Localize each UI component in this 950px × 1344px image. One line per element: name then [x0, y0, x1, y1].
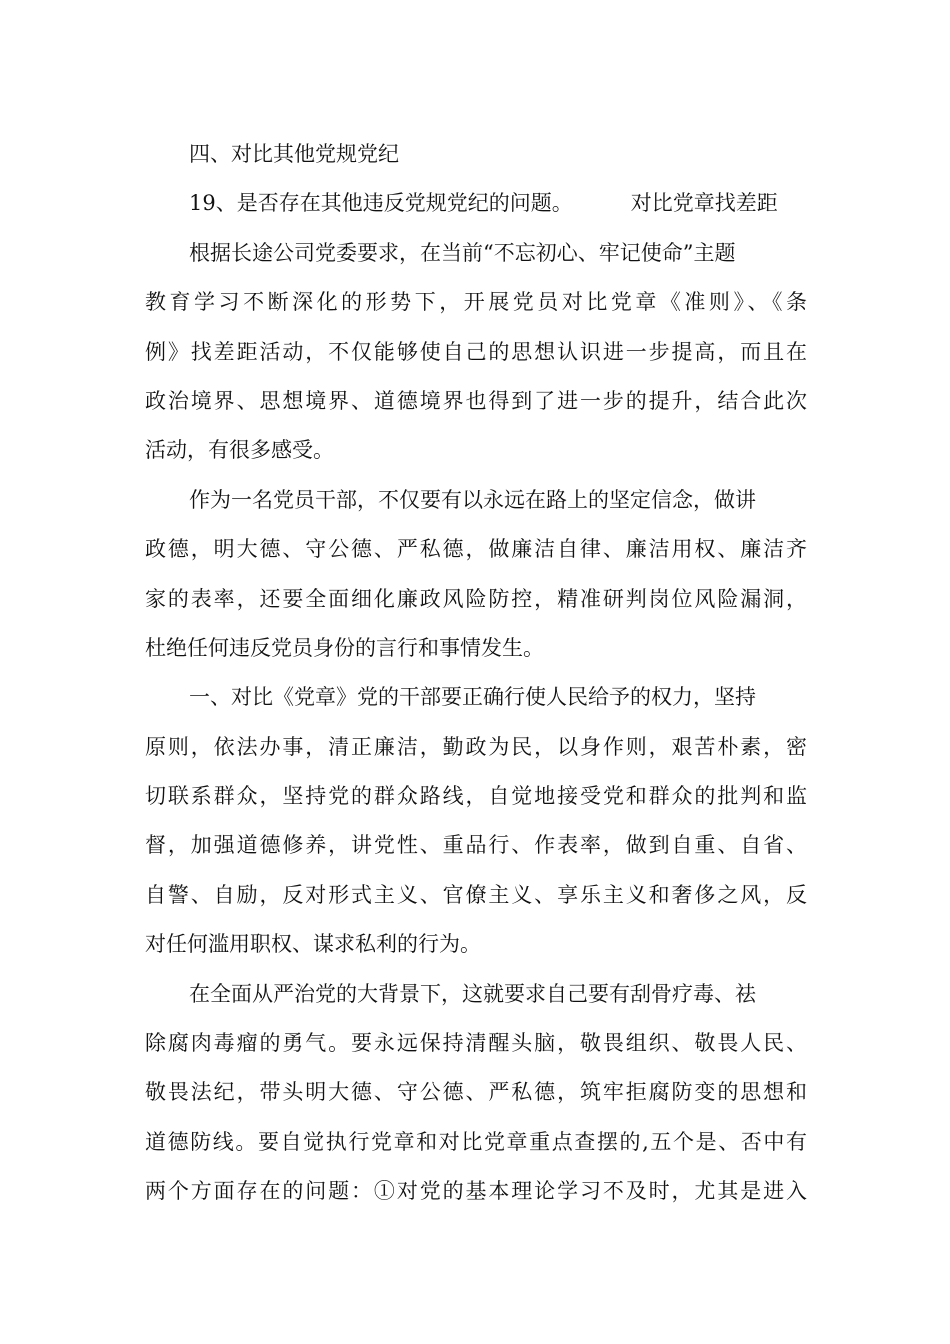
line-text: 原则，依法办事，清正廉洁，勤政为民，以身作则，艰苦朴素，密 [145, 734, 807, 759]
text-line [145, 1167, 807, 1216]
text-line [145, 821, 807, 870]
text-line [145, 426, 807, 475]
line-text: 杜绝任何违反党员身份的言行和事情发生。 [145, 635, 544, 660]
line-text: 道德防线。要自觉执行党章和对比党章重点查摆的,五个是、否中有 [145, 1129, 807, 1154]
text-line [145, 1068, 807, 1117]
text-line [145, 970, 807, 1019]
section-heading [145, 130, 807, 179]
spacer [573, 179, 631, 228]
paragraph-2 [145, 476, 807, 674]
line-text: 根据长途公司党委要求，在当前“不忘初心、牢记使命”主题 [189, 240, 736, 265]
paragraph-4 [145, 970, 807, 1217]
line-text: 政德，明大德、守公德、严私德，做廉洁自律、廉洁用权、廉洁齐 [145, 537, 807, 562]
section-title: 对比党章找差距 [630, 191, 778, 216]
text-line [145, 525, 807, 574]
text-line [145, 229, 807, 278]
line-text: 活动，有很多感受。 [145, 438, 334, 463]
text-line [145, 624, 807, 673]
text-line [145, 476, 807, 525]
paragraph-1 [145, 229, 807, 476]
line-text: 家的表率，还要全面细化廉政风险防控，精准研判岗位风险漏洞， [145, 586, 807, 611]
line-text: 一、对比《党章》党的干部要正确行使人民给予的权力，坚持 [189, 685, 756, 710]
line-text: 自警、自励，反对形式主义、官僚主义、享乐主义和奢侈之风，反 [145, 882, 807, 907]
text-line [145, 673, 807, 722]
text-line [145, 328, 807, 377]
item-text: 19、是否存在其他违反党规党纪的问题。 [189, 191, 573, 216]
document-body [145, 130, 807, 1217]
text-line [145, 575, 807, 624]
paragraph-3 [145, 673, 807, 969]
text-line [145, 1019, 807, 1068]
text-line [145, 1118, 807, 1167]
line-text: 在全面从严治党的大背景下，这就要求自己要有刮骨疗毒、祛 [189, 981, 756, 1006]
line-text: 督，加强道德修养，讲党性、重品行、作表率，做到自重、自省、 [145, 833, 807, 858]
text-line [145, 278, 807, 327]
line-text: 作为一名党员干部，不仅要有以永远在路上的坚定信念，做讲 [189, 487, 756, 512]
question-item [145, 179, 807, 228]
text-line [145, 920, 807, 969]
text-line [145, 723, 807, 772]
line-text: 对任何滥用职权、谋求私利的行为。 [145, 932, 481, 957]
line-text: 政治境界、思想境界、道德境界也得到了进一步的提升，结合此次 [145, 388, 807, 413]
text-line [145, 871, 807, 920]
line-text: 除腐肉毒瘤的勇气。要永远保持清醒头脑，敬畏组织、敬畏人民、 [145, 1031, 807, 1056]
heading-text: 四、对比其他党规党纪 [189, 142, 399, 166]
line-text: 例》找差距活动，不仅能够使自己的思想认识进一步提高，而且在 [145, 339, 807, 364]
text-line [145, 377, 807, 426]
line-text: 切联系群众，坚持党的群众路线，自觉地接受党和群众的批判和监 [145, 784, 807, 809]
text-line [145, 772, 807, 821]
line-text: 两个方面存在的问题：①对党的基本理论学习不及时，尤其是进入 [145, 1179, 807, 1204]
line-text: 教育学习不断深化的形势下，开展党员对比党章《准则》、《条 [145, 290, 807, 315]
line-text: 敬畏法纪，带头明大德、守公德、严私德，筑牢拒腐防变的思想和 [145, 1080, 807, 1105]
